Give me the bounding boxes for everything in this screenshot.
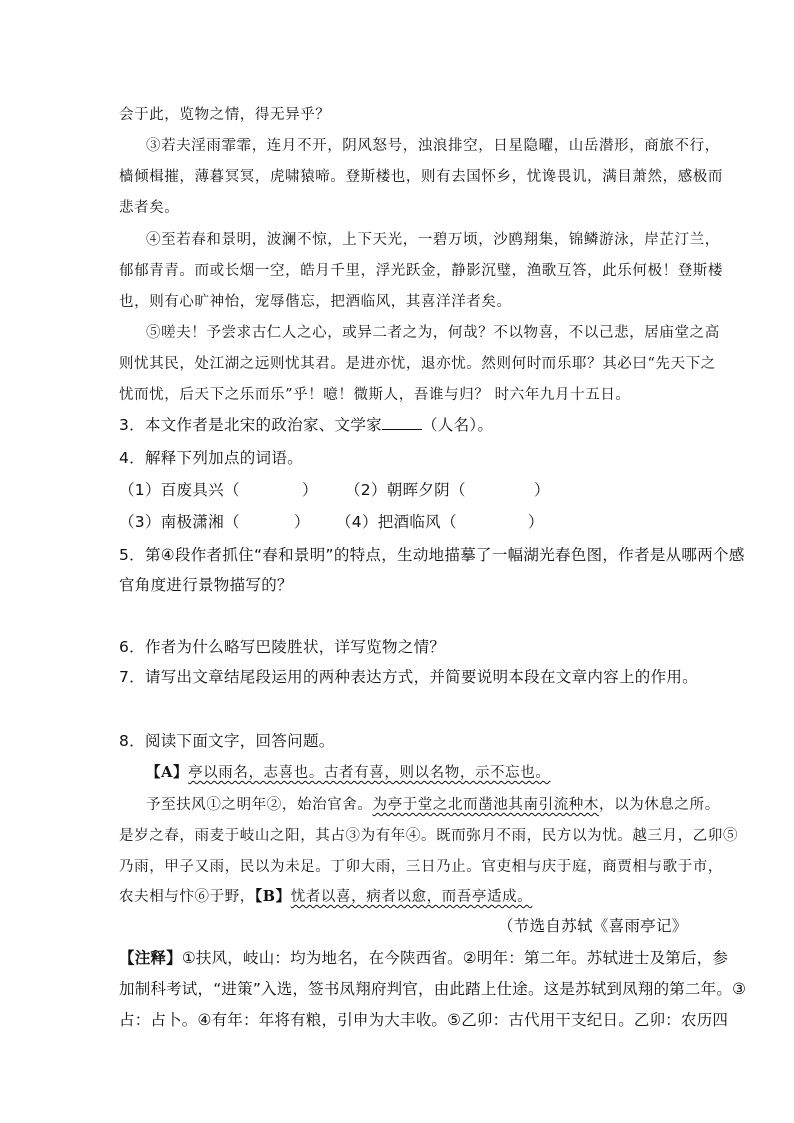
underlined-sentence: 为亭于堂之北而凿池其南引流种木	[372, 797, 599, 813]
notes-line: 加制科考试，“进策”入选，签书凤翔府判官，由此踏上仕途。这是苏轼到凤翔的第二年。③	[119, 980, 747, 998]
passage-line: 乃雨，甲子又雨，民以为未足。丁卯大雨，三日乃止。官吏相与庆于庭，商贾相与歌于市，	[119, 859, 723, 875]
classical-text-line: 会于此，览物之情，得无异乎？	[119, 107, 331, 123]
notes-label: 【注释】	[119, 949, 182, 967]
question-4-title: 4．解释下列加点的词语。	[119, 449, 303, 467]
question-3-suffix: （人名）。	[421, 416, 494, 434]
classical-text-line: 郁郁青青。而或长烟一空，皓月千里，浮光跃金，静影沉璧，渔歌互答，此乐何极！登斯楼	[119, 263, 723, 279]
passage-line: 是岁之春，雨麦于岐山之阳，其占③为有年④。既而弥月不雨，民方以为忧。越三月，乙卯⑤	[119, 828, 739, 844]
question-5-line: 官角度进行景物描写的？	[119, 576, 293, 594]
question-4-item-3: （3）南极潇湘（	[119, 513, 240, 531]
passage-text: 农夫相与忭⑥于野，	[119, 889, 255, 905]
passage-text: ，以为休息之所。	[599, 797, 720, 813]
classical-text-line: ③若夫淫雨霏霏，连月不开，阴风怒号，浊浪排空，日星隐曜，山岳潜形，商旅不行，	[146, 138, 720, 154]
question-4-item-4: （4）把酒临风（	[336, 513, 457, 531]
marker-b: 【B】	[254, 888, 291, 905]
classical-text-line: 忧而忧，后天下之乐而乐”乎！噫！微斯人，吾谁与归？ 时六年九月十五日。	[119, 387, 631, 403]
question-7: 7．请写出文章结尾段运用的两种表达方式，并简要说明本段在文章内容上的作用。	[119, 668, 698, 686]
notes-line: 占：占卜。④有年：年将有粮，引申为大丰收。⑤乙卯：古代用干支纪日。乙卯：农历四	[119, 1011, 729, 1029]
notes-text: ①扶风，岐山：均为地名，在今陕西省。②明年：第二年。苏轼进士及第后，参	[181, 949, 729, 967]
question-3	[119, 413, 493, 435]
question-8-title: 8．阅读下面文字，回答问题。	[119, 732, 335, 750]
question-4-close: ）	[294, 513, 310, 531]
sentence-b: 忧者以喜，病者以愈，而吾亭适成。	[290, 889, 533, 905]
question-4-item-2: （2）朝晖夕阴（	[345, 481, 466, 499]
classical-text-line: 悲者矣。	[119, 200, 180, 216]
question-4-item-1: （1）百废具兴（	[119, 481, 240, 499]
source-citation: （节选自苏轼《喜雨亭记》	[498, 917, 688, 935]
sentence-a: 亭以雨名，志喜也。古者有喜，则以名物，示不忘也。	[188, 765, 551, 781]
passage-line	[146, 793, 720, 814]
marker-a: 【A】	[146, 764, 189, 781]
question-4-close: ）	[528, 513, 544, 531]
question-6: 6．作者为什么略写巴陵胜状，详写览物之情？	[119, 638, 446, 656]
classical-text-line: 则忧其民，处江湖之远则忧其君。是进亦忧，退亦忧。然则何时而乐耶？其必曰“先天下之	[119, 356, 716, 372]
question-5-line: 5．第④段作者抓住“春和景明”的特点，生动地描摹了一幅湖光春色图，作者是从哪两个感	[119, 546, 745, 564]
passage-a-line	[146, 761, 550, 782]
passage-line	[119, 885, 532, 906]
answer-blank[interactable]	[382, 417, 422, 430]
classical-text-line: 也，则有心旷神怡，宠辱偕忘，把酒临风，其喜洋洋者矣。	[119, 294, 512, 310]
classical-text-line: 樯倾楫摧，薄暮冥冥，虎啸猿啼。登斯楼也，则有去国怀乡，忧谗畏讥，满目萧然，感极而	[119, 169, 723, 185]
question-4-close: ）	[534, 481, 550, 499]
passage-text: 予至扶风①之明年②，始治官舍。	[146, 797, 373, 813]
question-3-text: 3．本文作者是北宋的政治家、文学家	[119, 416, 382, 434]
classical-text-line: ④至若春和景明，波澜不惊，上下天光，一碧万顷，沙鸥翔集，锦鳞游泳，岸芷汀兰，	[146, 232, 720, 248]
classical-text-line: ⑤嗟夫！予尝求古仁人之心，或异二者之为，何哉？不以物喜，不以己悲，居庙堂之高	[146, 325, 720, 341]
notes-line	[119, 946, 728, 968]
question-4-close: ）	[302, 481, 318, 499]
